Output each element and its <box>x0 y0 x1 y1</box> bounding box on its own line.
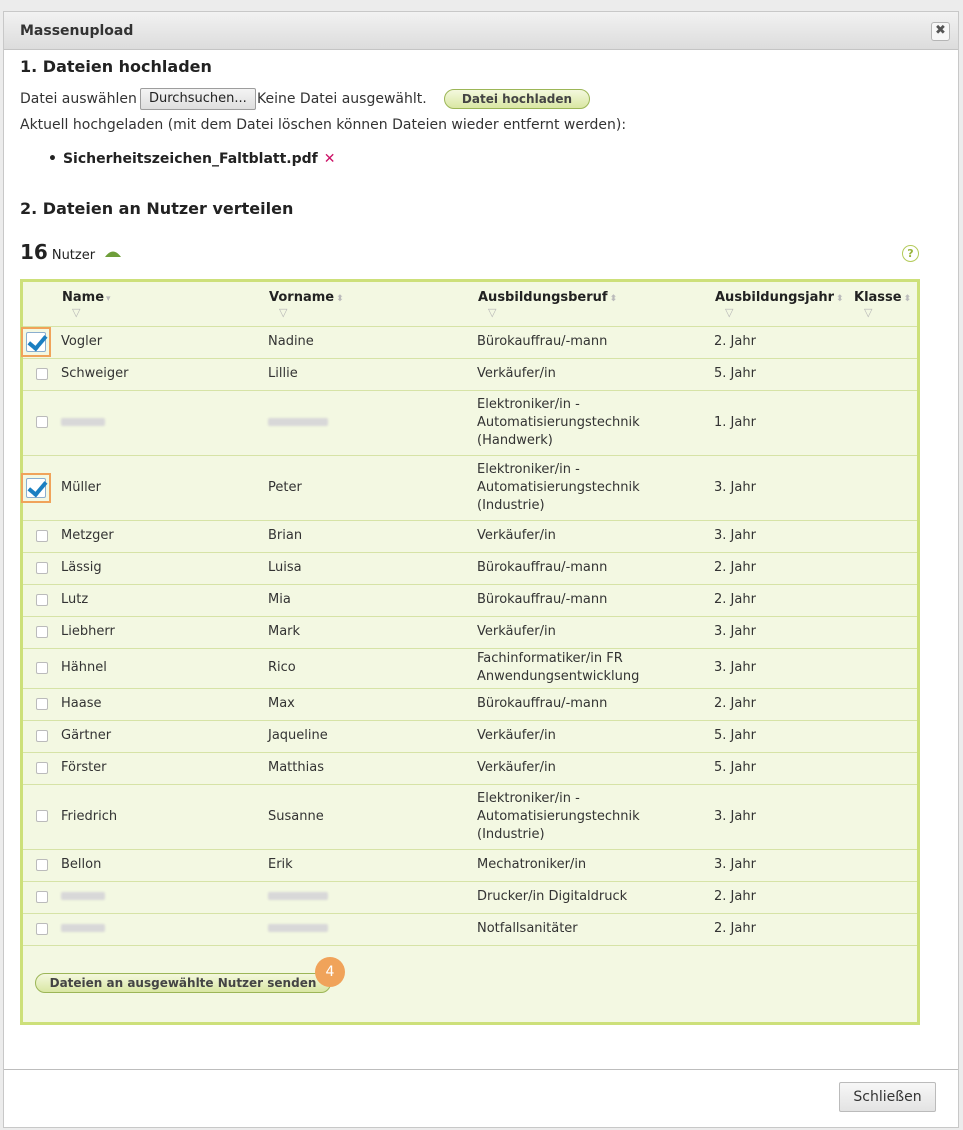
column-label-beruf: Ausbildungsberuf <box>478 290 608 305</box>
browse-button[interactable]: Durchsuchen... <box>140 88 256 110</box>
user-table-container <box>20 279 920 1025</box>
cell-name: Lässig <box>61 552 268 584</box>
row-checkbox[interactable] <box>36 662 48 674</box>
upload-button[interactable]: Datei hochladen <box>444 89 590 109</box>
beruf-line: Verkäufer/in <box>477 760 556 775</box>
cell-name: Hähnel <box>61 648 268 688</box>
cell-name <box>61 881 268 913</box>
cell-vorname: Matthias <box>268 752 477 784</box>
cell-vorname: Mark <box>268 616 477 648</box>
cell-name <box>61 913 268 945</box>
row-select-cell <box>23 552 61 584</box>
filter-icon[interactable]: ▽ <box>488 306 497 319</box>
cell-vorname: Lillie <box>268 358 477 390</box>
row-checkbox[interactable] <box>36 859 48 871</box>
row-checkbox[interactable] <box>36 416 48 428</box>
row-select-cell <box>23 584 61 616</box>
upload-heading: 1. Dateien hochladen <box>20 57 212 76</box>
table-row[interactable] <box>23 913 917 945</box>
cell-beruf <box>477 913 714 945</box>
beruf-line: Anwendungsentwicklung <box>477 669 640 684</box>
column-header-beruf[interactable] <box>477 282 714 326</box>
row-checkbox[interactable] <box>36 594 48 606</box>
cell-beruf <box>477 881 714 913</box>
column-header-vorname[interactable] <box>268 282 477 326</box>
beruf-line: Bürokauffrau/-mann <box>477 696 608 711</box>
cell-beruf <box>477 552 714 584</box>
cell-jahr: 5. Jahr <box>714 358 853 390</box>
cell-beruf <box>477 752 714 784</box>
redacted-vorname <box>268 892 328 900</box>
cell-vorname: Erik <box>268 849 477 881</box>
cell-beruf <box>477 616 714 648</box>
beruf-line: Mechatroniker/in <box>477 857 587 872</box>
user-table <box>23 282 917 946</box>
cell-name: Lutz <box>61 584 268 616</box>
cell-klasse <box>853 520 917 552</box>
dialog-title: Massenupload <box>20 23 134 39</box>
beruf-line: Bürokauffrau/-mann <box>477 334 608 349</box>
beruf-line: Automatisierungstechnik <box>477 808 640 824</box>
row-select-cell <box>23 520 61 552</box>
beruf-line: Elektroniker/in - <box>477 790 580 806</box>
cell-klasse <box>853 552 917 584</box>
row-select-cell <box>23 390 61 455</box>
filter-icon[interactable]: ▽ <box>725 306 734 319</box>
close-icon[interactable]: ✖ <box>931 22 950 41</box>
row-checkbox[interactable] <box>36 730 48 742</box>
uploaded-file-item: • Sicherheitszeichen_Faltblatt.pdf ✕ <box>48 151 336 167</box>
beruf-line: Verkäufer/in <box>477 366 556 381</box>
beruf-line: Drucker/in Digitaldruck <box>477 889 628 904</box>
beruf-line: Verkäufer/in <box>477 528 556 543</box>
selected-highlight <box>21 473 51 503</box>
table-row[interactable] <box>23 720 917 752</box>
filter-icon[interactable]: ▽ <box>279 306 288 319</box>
uploaded-file-name: Sicherheitszeichen_Faltblatt.pdf <box>62 151 318 167</box>
cell-beruf <box>477 688 714 720</box>
beruf-line: Verkäufer/in <box>477 624 556 639</box>
cell-beruf <box>477 520 714 552</box>
redacted-name <box>61 924 105 932</box>
row-checkbox[interactable] <box>36 923 48 935</box>
cell-klasse <box>853 784 917 849</box>
beruf-line: (Industrie) <box>477 497 545 513</box>
redacted-vorname <box>268 418 328 426</box>
cell-jahr: 2. Jahr <box>714 552 853 584</box>
row-select-cell <box>23 881 61 913</box>
table-row[interactable] <box>23 326 917 358</box>
dialog-titlebar <box>4 12 958 50</box>
row-checkbox[interactable] <box>26 478 46 498</box>
column-header-jahr[interactable] <box>714 282 853 326</box>
beruf-line: Elektroniker/in - <box>477 396 580 412</box>
table-row[interactable] <box>23 881 917 913</box>
cell-name: Schweiger <box>61 358 268 390</box>
row-checkbox[interactable] <box>36 762 48 774</box>
row-select-cell <box>23 849 61 881</box>
cell-klasse <box>853 720 917 752</box>
row-select-cell <box>23 752 61 784</box>
beruf-line: (Handwerk) <box>477 432 553 448</box>
cell-jahr: 2. Jahr <box>714 688 853 720</box>
beruf-line: Automatisierungstechnik <box>477 414 640 430</box>
row-checkbox[interactable] <box>36 810 48 822</box>
cell-beruf <box>477 784 714 849</box>
sort-icon[interactable]: ⬍ <box>903 294 912 304</box>
column-label-name: Name <box>62 290 105 305</box>
table-row[interactable] <box>23 584 917 616</box>
row-select-cell <box>23 616 61 648</box>
delete-x-icon[interactable]: ✕ <box>323 151 336 167</box>
cell-beruf <box>477 720 714 752</box>
column-header-klasse[interactable] <box>853 282 917 326</box>
cell-jahr: 2. Jahr <box>714 881 853 913</box>
cell-klasse <box>853 849 917 881</box>
cell-jahr: 3. Jahr <box>714 648 853 688</box>
filter-icon[interactable]: ▽ <box>72 306 81 319</box>
cell-name: Vogler <box>61 326 268 358</box>
beruf-line: Notfallsanitäter <box>477 921 578 936</box>
row-select-cell <box>23 455 61 520</box>
cell-name: Friedrich <box>61 784 268 849</box>
row-checkbox[interactable] <box>36 530 48 542</box>
cell-vorname: Nadine <box>268 326 477 358</box>
row-select-cell <box>23 720 61 752</box>
table-row[interactable] <box>23 648 917 688</box>
table-row[interactable] <box>23 752 917 784</box>
footer-divider <box>4 1069 958 1070</box>
help-icon[interactable]: ? <box>902 245 919 262</box>
cell-vorname: Max <box>268 688 477 720</box>
select-column-header <box>23 282 61 326</box>
redacted-name <box>61 892 105 900</box>
cell-vorname <box>268 881 477 913</box>
table-row[interactable] <box>23 390 917 455</box>
cell-vorname: Peter <box>268 455 477 520</box>
column-label-klasse: Klasse <box>854 290 902 305</box>
table-row[interactable] <box>23 688 917 720</box>
cell-klasse <box>853 455 917 520</box>
row-checkbox[interactable] <box>36 891 48 903</box>
row-select-cell <box>23 648 61 688</box>
row-select-cell <box>23 784 61 849</box>
cell-beruf <box>477 390 714 455</box>
cell-jahr: 3. Jahr <box>714 784 853 849</box>
cell-vorname: Luisa <box>268 552 477 584</box>
cell-beruf <box>477 584 714 616</box>
sort-icon[interactable]: ⬍ <box>336 294 344 304</box>
current-uploads-text: Aktuell hochgeladen (mit dem Datei löschen können Dateien wieder entfernt werden): <box>20 117 627 133</box>
cell-jahr: 2. Jahr <box>714 913 853 945</box>
table-row[interactable] <box>23 358 917 390</box>
cell-klasse <box>853 358 917 390</box>
cell-klasse <box>853 390 917 455</box>
user-count-number: 16 <box>20 240 48 264</box>
beruf-line: Bürokauffrau/-mann <box>477 592 608 607</box>
row-checkbox[interactable] <box>36 562 48 574</box>
collapse-up-icon[interactable] <box>104 248 122 258</box>
redacted-vorname <box>268 924 328 932</box>
choose-file-label: Datei auswählen <box>20 91 137 107</box>
cell-name: Gärtner <box>61 720 268 752</box>
cell-jahr: 3. Jahr <box>714 616 853 648</box>
cell-jahr: 2. Jahr <box>714 584 853 616</box>
beruf-line: (Industrie) <box>477 826 545 842</box>
user-count <box>20 240 122 264</box>
cell-vorname <box>268 913 477 945</box>
beruf-line: Elektroniker/in - <box>477 461 580 477</box>
cell-jahr: 2. Jahr <box>714 326 853 358</box>
filter-icon[interactable]: ▽ <box>864 306 873 319</box>
column-label-vorname: Vorname <box>269 290 335 305</box>
table-row[interactable] <box>23 552 917 584</box>
row-checkbox[interactable] <box>26 332 46 352</box>
cell-klasse <box>853 616 917 648</box>
cell-name: Haase <box>61 688 268 720</box>
cell-klasse <box>853 752 917 784</box>
cell-beruf <box>477 455 714 520</box>
send-to-selected-button[interactable]: Dateien an ausgewählte Nutzer senden <box>35 973 331 993</box>
cell-klasse <box>853 881 917 913</box>
cell-beruf <box>477 648 714 688</box>
sort-icon[interactable]: ⬍ <box>609 294 618 304</box>
sort-icon[interactable]: ⬍ <box>836 294 844 304</box>
cell-jahr: 3. Jahr <box>714 520 853 552</box>
cell-name: Liebherr <box>61 616 268 648</box>
table-row[interactable] <box>23 520 917 552</box>
column-header-name[interactable] <box>61 282 268 326</box>
cell-vorname <box>268 390 477 455</box>
cell-beruf <box>477 358 714 390</box>
table-row[interactable] <box>23 849 917 881</box>
distribute-heading: 2. Dateien an Nutzer verteilen <box>20 199 294 218</box>
cell-beruf <box>477 849 714 881</box>
table-row[interactable] <box>23 455 917 520</box>
table-row[interactable] <box>23 616 917 648</box>
cell-jahr: 1. Jahr <box>714 390 853 455</box>
cell-name: Metzger <box>61 520 268 552</box>
close-dialog-button[interactable]: Schließen <box>839 1082 936 1112</box>
cell-klasse <box>853 913 917 945</box>
cell-klasse <box>853 648 917 688</box>
sort-icon[interactable]: ▾ <box>106 294 111 304</box>
cell-vorname: Susanne <box>268 784 477 849</box>
user-count-label: Nutzer <box>51 248 96 263</box>
beruf-line: Verkäufer/in <box>477 728 556 743</box>
row-checkbox[interactable] <box>36 698 48 710</box>
no-file-label: Keine Datei ausgewählt. <box>257 91 427 107</box>
cell-jahr: 3. Jahr <box>714 849 853 881</box>
cell-beruf <box>477 326 714 358</box>
cell-vorname: Jaqueline <box>268 720 477 752</box>
column-label-jahr: Ausbildungsjahr <box>715 290 835 305</box>
cell-name <box>61 390 268 455</box>
cell-klasse <box>853 688 917 720</box>
cell-name: Bellon <box>61 849 268 881</box>
cell-jahr: 3. Jahr <box>714 455 853 520</box>
row-select-cell <box>23 358 61 390</box>
massenupload-dialog <box>3 11 959 1128</box>
cell-name: Förster <box>61 752 268 784</box>
cell-klasse <box>853 584 917 616</box>
row-select-cell <box>23 688 61 720</box>
table-row[interactable] <box>23 784 917 849</box>
cell-vorname: Mia <box>268 584 477 616</box>
cell-jahr: 5. Jahr <box>714 752 853 784</box>
row-checkbox[interactable] <box>36 626 48 638</box>
row-select-cell <box>23 913 61 945</box>
cell-vorname: Rico <box>268 648 477 688</box>
beruf-line: Automatisierungstechnik <box>477 479 640 495</box>
cell-vorname: Brian <box>268 520 477 552</box>
selected-highlight <box>21 327 51 357</box>
row-checkbox[interactable] <box>36 368 48 380</box>
beruf-line: Bürokauffrau/-mann <box>477 560 608 575</box>
beruf-line: Fachinformatiker/in FR <box>477 651 623 666</box>
cell-jahr: 5. Jahr <box>714 720 853 752</box>
redacted-name <box>61 418 105 426</box>
cell-klasse <box>853 326 917 358</box>
cell-name: Müller <box>61 455 268 520</box>
row-select-cell <box>23 326 61 358</box>
step-badge: 4 <box>315 957 345 987</box>
